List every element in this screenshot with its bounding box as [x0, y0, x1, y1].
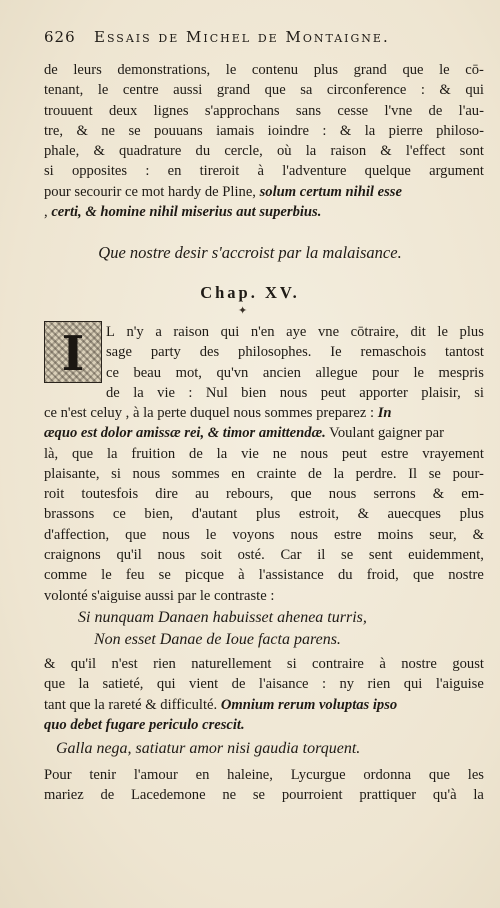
word: de — [100, 787, 115, 804]
word: : — [322, 122, 327, 139]
word: haleine, — [227, 767, 273, 783]
text-line — [106, 322, 484, 342]
word: quadrature — [118, 143, 182, 160]
chapter-heading: Chap. XV. — [200, 283, 300, 302]
word: comme — [44, 567, 87, 584]
word: cōtraire, — [350, 324, 399, 340]
word: craignons — [44, 547, 101, 564]
word: des — [199, 344, 220, 361]
word: raison — [173, 324, 210, 340]
word: vie — [241, 445, 259, 462]
word: ne — [222, 787, 237, 804]
word: le — [97, 82, 109, 99]
text-line — [44, 141, 484, 161]
text-line: pour secourir ce mot hardy de Pline, solum certum nihil esse — [44, 183, 402, 200]
word: qui — [403, 676, 423, 693]
word: grand — [216, 82, 251, 99]
word: d'autant — [191, 506, 238, 523]
word: le — [225, 62, 237, 78]
word: le — [101, 567, 112, 584]
word: d'affection, — [44, 526, 110, 543]
word: sent — [368, 547, 393, 564]
word: de — [189, 445, 203, 462]
text-line — [44, 101, 484, 121]
word: pouuans — [154, 122, 203, 139]
word: le — [413, 364, 424, 381]
word: qu'à — [432, 787, 457, 804]
word: de — [308, 465, 322, 482]
word: prattiquer — [359, 787, 417, 804]
word: L — [106, 324, 115, 340]
word: rien — [367, 676, 391, 693]
word: nous — [300, 445, 328, 462]
word: bien — [241, 384, 267, 401]
text-line — [44, 484, 484, 504]
word: Car — [280, 547, 302, 564]
word: & — [432, 486, 445, 503]
text-line — [44, 785, 484, 805]
word: si — [474, 384, 484, 401]
word: l'effect — [405, 143, 446, 160]
word: si — [111, 465, 121, 482]
text-line — [44, 765, 484, 785]
word: & — [439, 82, 451, 99]
latin-quote: æquo est dolor amissæ rei, & timor amittendæ. — [44, 425, 326, 442]
word: argument — [429, 163, 484, 180]
word: crainte — [256, 465, 297, 482]
word: plaisir, — [421, 384, 461, 401]
verse-quote-1 — [44, 607, 484, 651]
word: pour — [372, 364, 399, 381]
word: à — [238, 567, 245, 584]
decorated-initial — [44, 321, 102, 383]
text-line: , certi, & homine nihil miserius aut superbius. — [44, 204, 322, 221]
word: fruition — [131, 445, 176, 462]
word: ancien — [262, 364, 301, 381]
word: satieté, — [102, 676, 144, 693]
latin-quote: certi, & homine nihil miserius aut superbius. — [51, 204, 322, 221]
word: que — [412, 567, 435, 584]
paragraph-2 — [44, 403, 484, 606]
word: rien — [153, 656, 176, 672]
word: de — [44, 62, 58, 78]
word: roit — [44, 486, 65, 503]
word: Lacedemone — [131, 787, 206, 804]
word: mot, — [175, 364, 202, 381]
word: nous — [328, 486, 357, 503]
word: pierre — [388, 122, 423, 139]
word: plaisante, — [44, 465, 100, 482]
text-line — [44, 121, 484, 141]
text-line — [44, 464, 484, 484]
word: la — [473, 787, 484, 804]
word: se — [252, 787, 266, 804]
word: l'vne — [384, 102, 413, 119]
word: tantost — [445, 344, 484, 361]
word: il — [317, 547, 326, 564]
word: vrayement — [422, 445, 484, 462]
word: philosophes. — [238, 344, 312, 361]
verse-line: Galla nega, satiatur amor nisi gaudia torquent. — [56, 740, 361, 757]
word: qui — [465, 82, 484, 99]
word: qu'il — [116, 547, 142, 564]
word: circonference — [326, 82, 407, 99]
word: en — [167, 163, 182, 180]
word: bien, — [144, 506, 174, 523]
word: & — [93, 143, 105, 160]
word: opposites — [71, 163, 128, 180]
word: dire — [155, 486, 178, 503]
word: : — [420, 82, 425, 99]
word: Il — [408, 465, 418, 482]
word: feu — [125, 567, 145, 584]
word: allegue — [315, 364, 358, 381]
word: vient — [189, 676, 219, 693]
text-line — [44, 565, 484, 585]
word: vie — [157, 384, 175, 401]
word: euidemment, — [408, 547, 484, 564]
word: aussi — [173, 82, 203, 99]
word: plus — [459, 506, 484, 523]
word: le — [439, 62, 450, 78]
word: contenu — [251, 62, 299, 78]
word: raison — [330, 143, 367, 160]
word: si — [44, 163, 54, 180]
word: sans — [295, 102, 322, 119]
word: nous — [162, 526, 190, 543]
word: sa — [300, 82, 313, 99]
word: : — [321, 676, 327, 693]
text-line — [44, 161, 484, 181]
word: perdre. — [355, 465, 397, 482]
word: tenir — [89, 767, 117, 783]
word: en — [195, 767, 210, 783]
word: phale, — [44, 143, 80, 160]
word: si — [286, 656, 297, 672]
word: philoso- — [436, 122, 484, 139]
word: pour- — [452, 465, 484, 482]
word: plus — [255, 506, 281, 523]
word: se — [428, 465, 441, 482]
word: en — [231, 465, 246, 482]
word: tre, — [44, 122, 64, 139]
latin-quote: Omnium rerum voluptas ipso — [220, 696, 398, 713]
word: lignes — [153, 102, 189, 119]
word: vne — [317, 324, 340, 340]
word: que — [264, 82, 286, 99]
page-header — [44, 28, 474, 50]
text-line — [106, 342, 484, 362]
word: que — [125, 526, 147, 543]
word: de — [231, 676, 246, 693]
word: sage — [106, 344, 132, 361]
word: la — [216, 445, 228, 462]
word: se — [158, 567, 171, 584]
word: nous — [132, 465, 161, 482]
word: Nul — [205, 384, 228, 401]
text-line — [44, 654, 484, 674]
word: que — [402, 62, 424, 78]
word: ne — [101, 122, 116, 139]
word: dit — [410, 324, 426, 340]
word: naturellement — [191, 656, 272, 672]
word: que — [428, 767, 450, 783]
word: l'assistance — [258, 567, 324, 584]
word: du — [195, 143, 211, 160]
word: de — [428, 102, 443, 119]
word: estre — [380, 445, 409, 462]
verse-quote-2 — [44, 738, 484, 760]
word: deux — [108, 102, 138, 119]
word: plus — [313, 62, 339, 78]
word: party — [150, 344, 181, 361]
word: a — [155, 324, 162, 340]
word: l'au- — [458, 102, 484, 119]
latin-quote: In — [377, 405, 392, 421]
paragraph-3 — [44, 654, 484, 735]
word: ne — [272, 445, 287, 462]
word: tenant, — [44, 82, 84, 99]
word: cesse — [337, 102, 369, 119]
word: iamais — [216, 122, 255, 139]
word: que — [44, 676, 66, 693]
word: cercle, — [224, 143, 263, 160]
word: ordonna — [363, 767, 412, 783]
word: centre — [122, 82, 159, 99]
word: tireroit — [199, 163, 240, 180]
word: mespris — [438, 364, 484, 381]
word: & — [472, 526, 484, 543]
word: ioindre — [267, 122, 309, 139]
word: peut — [341, 445, 367, 462]
word: Pour — [44, 767, 72, 783]
word: n'en — [250, 324, 275, 340]
word: à — [257, 163, 265, 180]
word: le — [205, 526, 217, 543]
text-line — [106, 383, 484, 403]
word: trouuent — [44, 102, 93, 119]
text-line: volonté s'aiguise aussi par le contraste : — [44, 587, 275, 604]
word: peut — [320, 384, 346, 401]
text-line — [44, 60, 484, 80]
text-line — [44, 504, 484, 524]
word: à — [379, 656, 386, 672]
word: l'adventure — [282, 163, 347, 180]
section-title: Que nostre desir s'accroist par la malaisance. — [98, 243, 402, 262]
word: pourroient — [281, 787, 343, 804]
word: leurs — [73, 62, 102, 78]
word: sont — [459, 143, 484, 160]
word: se — [128, 122, 141, 139]
word: grand — [353, 62, 387, 78]
word: la — [78, 676, 90, 693]
word: nostre — [401, 656, 437, 672]
word: la — [133, 384, 144, 401]
word: ce — [106, 364, 119, 381]
word: moins — [377, 526, 414, 543]
word: demonstrations, — [117, 62, 211, 78]
word: apporter — [359, 384, 408, 401]
word: em- — [461, 486, 484, 503]
word: l'amour — [133, 767, 178, 783]
word: serrons — [373, 486, 416, 503]
word: la — [305, 143, 317, 160]
word: quelque — [364, 163, 411, 180]
latin-quote: quo debet fugare periculo crescit. — [44, 716, 245, 733]
word: que — [72, 445, 94, 462]
word: picque — [185, 567, 224, 584]
word: de — [106, 384, 120, 401]
text-line — [44, 444, 484, 464]
word: qui — [156, 676, 176, 693]
word: seur, — [429, 526, 457, 543]
word: beau — [133, 364, 162, 381]
word: & — [76, 122, 88, 139]
word: rebours, — [226, 486, 274, 503]
word: froid, — [366, 567, 399, 584]
word: la — [106, 445, 118, 462]
word: ny — [339, 676, 355, 693]
word: remaschois — [360, 344, 427, 361]
word: toutesfois — [81, 486, 139, 503]
word: estroit, — [298, 506, 339, 523]
page-number: 626 — [44, 28, 76, 46]
word: nous — [279, 384, 308, 401]
paragraph-4 — [44, 765, 484, 806]
text-line: ce n'est celuy , à la perte duquel nous sommes preparez : In — [44, 405, 392, 421]
word: auecques — [387, 506, 441, 523]
word: & — [380, 143, 392, 160]
running-title: Essais de Michel de Montaigne. — [94, 28, 390, 46]
word: qu'vn — [216, 364, 249, 381]
word: soit — [200, 547, 222, 564]
word: se — [341, 547, 354, 564]
word: l'aiguise — [435, 676, 484, 693]
word: aye — [286, 324, 307, 340]
word: plus — [459, 324, 484, 340]
word: sommes — [171, 465, 220, 482]
word: les — [467, 767, 484, 783]
word: & — [44, 656, 56, 672]
word: ce — [112, 506, 126, 523]
text-line — [44, 80, 484, 100]
word: & — [357, 506, 369, 523]
word: : — [145, 163, 150, 180]
word: osté. — [237, 547, 265, 564]
word: brassons — [44, 506, 95, 523]
word: l'aisance — [258, 676, 309, 693]
text-line — [44, 545, 484, 565]
word: que — [290, 486, 312, 503]
text-line — [44, 525, 484, 545]
word: la — [333, 465, 344, 482]
word: où — [276, 143, 292, 160]
paragraph-2-opening — [106, 322, 484, 403]
word: la — [364, 122, 376, 139]
word: le — [437, 324, 448, 340]
word: & — [339, 122, 352, 139]
word: nostre — [448, 567, 484, 584]
word: nous — [290, 526, 319, 543]
word: goust — [452, 656, 484, 672]
word: Lycurgue — [290, 767, 346, 783]
word: qui — [220, 324, 240, 340]
paragraph-1 — [44, 60, 484, 222]
text-line — [44, 674, 484, 694]
word: Ie — [330, 344, 342, 361]
word: : — [188, 384, 193, 401]
verse-line: Si nunquam Danaen habuisset ahenea turris, — [78, 609, 367, 626]
fleuron-ornament: ✦ — [238, 304, 248, 317]
word: cō- — [465, 62, 484, 78]
text-line: tant que la rareté & difficulté. Omnium rerum voluptas ipso — [44, 696, 398, 713]
latin-quote: solum certum nihil esse — [259, 183, 402, 200]
word: du — [337, 567, 353, 584]
text-line — [106, 363, 484, 383]
word: estre — [334, 526, 362, 543]
word: au — [195, 486, 209, 503]
word: là, — [44, 445, 59, 462]
word: mariez — [44, 787, 84, 804]
verse-line: Non esset Danae de Ioue facta parens. — [94, 631, 341, 648]
word: nous — [157, 547, 186, 564]
initial-letter: I — [61, 326, 85, 382]
word: contraire — [312, 656, 364, 672]
word: voyons — [232, 526, 275, 543]
word: qu'il — [70, 656, 97, 672]
word: n'y — [126, 324, 144, 340]
word: s'approchans — [204, 102, 280, 119]
word: n'est — [111, 656, 138, 672]
text-line: æquo est dolor amissæ rei, & timor amittendæ. Voulant gaigner par — [44, 425, 444, 442]
